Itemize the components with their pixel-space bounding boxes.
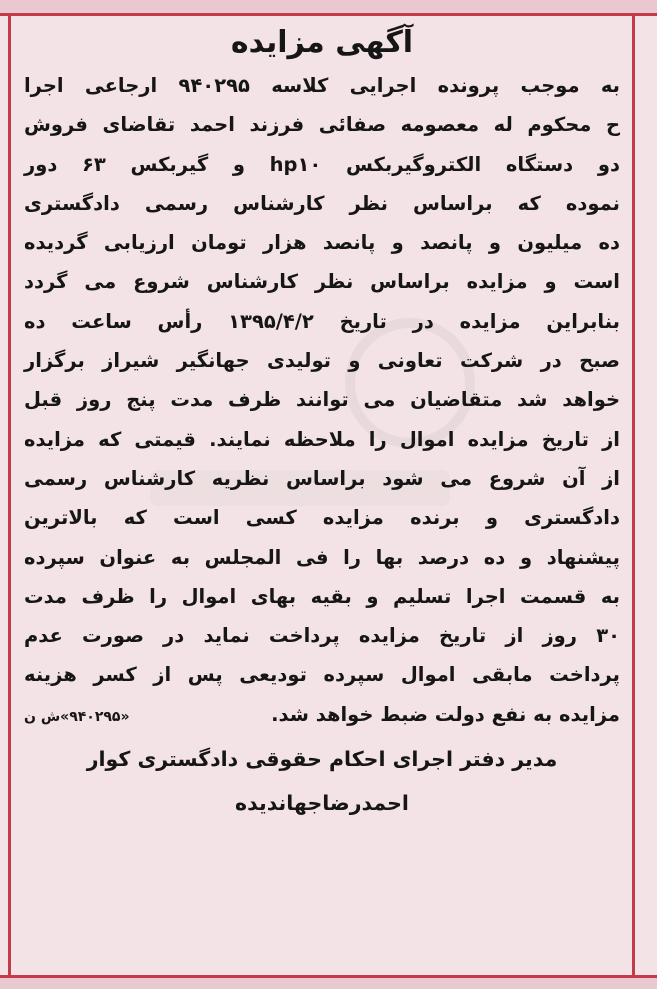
notice-body [24, 66, 620, 737]
auction-notice [24, 20, 620, 825]
body-line-2: ح محکوم له معصومه صفائی فرزند احمد تقاضای فروش [24, 113, 620, 137]
body-line-15: ۳۰ روز از تاریخ مزایده پرداخت نماید در صورت عدم [24, 624, 620, 648]
body-line-11: از آن شروع می شود براساس نظریه کارشناس رسمی [24, 466, 620, 490]
body-line-3: دو دستگاه الکتروگیربکس hp۱۰ و گیربکس ۶۳ دور [24, 152, 620, 176]
body-line-14: به قسمت اجرا تسلیم و بقیه بهای اموال را ظرف مدت [24, 584, 620, 608]
body-line-5: ده میلیون و پانصد و پانصد هزار تومان ارزیابی گردیده [24, 231, 620, 255]
body-line-4: نموده که براساس نظر کارشناس رسمی دادگستری [24, 191, 620, 215]
body-last-line [24, 695, 620, 737]
body-line-13: پیشنهاد و ده درصد بها را فی المجلس به عنوان سپرده [24, 545, 620, 569]
body-line-10: از تاریخ مزایده اموال را ملاحظه نمایند. قیمتی که مزایده [24, 427, 620, 451]
top-border [0, 0, 657, 16]
signature-name: احمدرضاجهاندیده [235, 791, 409, 816]
body-line-6: است و مزایده براساس نظر کارشناس شروع می گردد [24, 270, 620, 294]
reference-code: «۹۴۰۲۹۵»ش ن [24, 708, 130, 725]
signature-title: مدیر دفتر اجرای احکام حقوقی دادگستری کوار [86, 747, 558, 772]
last-line-text: مزایده به نفع دولت ضبط خواهد شد. [271, 702, 620, 726]
body-line-9: خواهد شد متقاضیان می توانند ظرف مدت پنج روز قبل [24, 388, 620, 412]
body-line-16: پرداخت مابقی اموال سپرده تودیعی پس از کسر هزینه [24, 663, 620, 687]
body-line-8: صبح در شرکت تعاونی و تولیدی جهانگیر شیراز برگزار [24, 349, 620, 373]
body-line-7: بنابراین مزایده در تاریخ ۱۳۹۵/۴/۲ رأس ساعت ده [24, 309, 620, 333]
body-line-1: به موجب پرونده اجرایی کلاسه ۹۴۰۲۹۵ ارجاعی اجرا [24, 74, 620, 97]
body-line-12: دادگستری و برنده مزایده کسی است که بالاترین [24, 506, 620, 530]
right-border [632, 13, 635, 978]
notice-title: آگهی مزایده [230, 25, 414, 60]
bottom-border [0, 975, 657, 989]
left-border [8, 13, 11, 978]
